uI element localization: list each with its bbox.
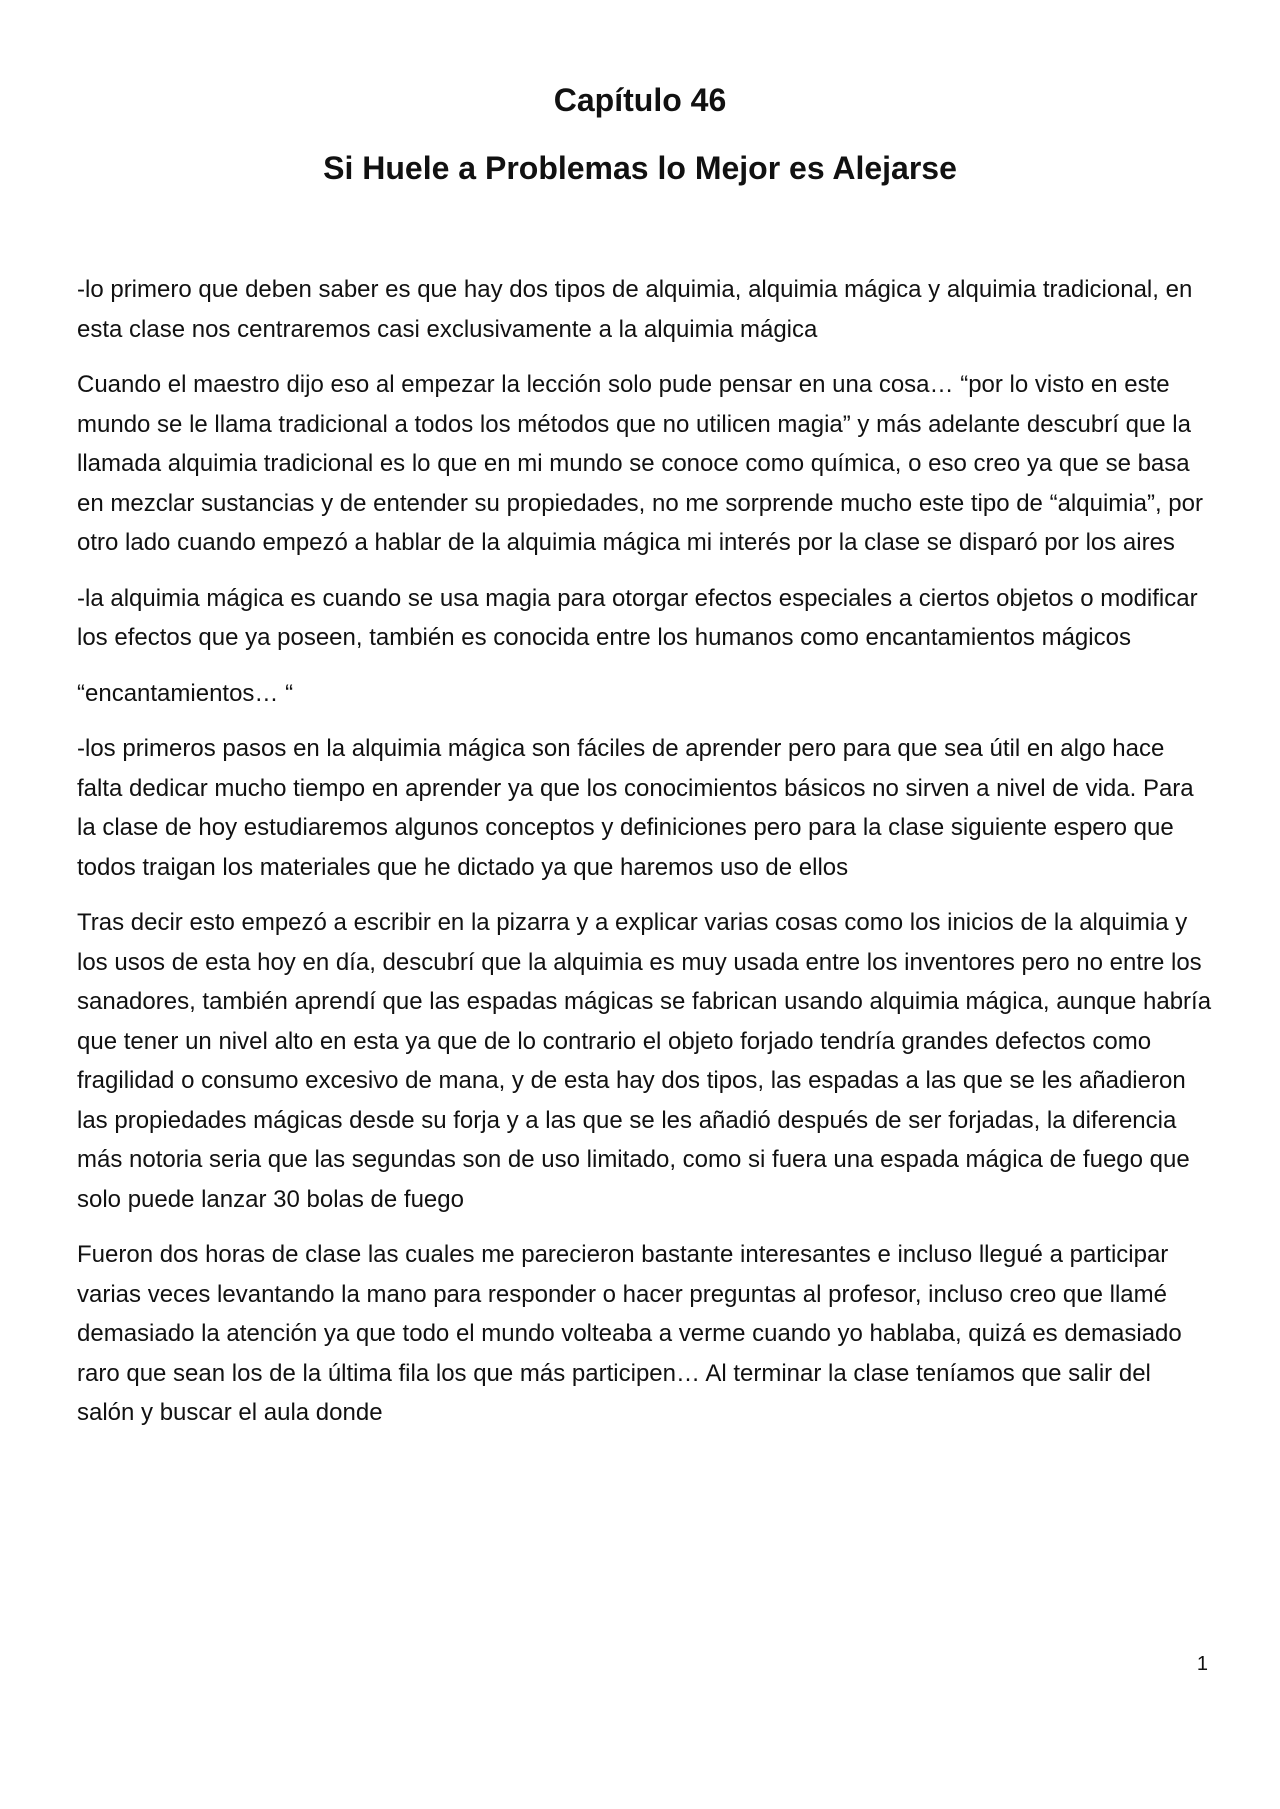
chapter-header xyxy=(0,78,1280,190)
chapter-title: Si Huele a Problemas lo Mejor es Alejarse xyxy=(323,150,957,186)
paragraph: -lo primero que deben saber es que hay dos tipos de alquimia, alquimia mágica y alquimia tradicional, en esta clase nos centraremos casi exclusivamente a la alquimia mágica xyxy=(77,276,1193,343)
paragraph: Tras decir esto empezó a escribir en la pizarra y a explicar varias cosas como los inicios de la alquimia y los usos de esta hoy en día, descubrí que la alquimia es muy usada entre los inventores pero no entre los sanadores, también aprendí que las espadas mágicas se fabrican usando alquimia mágica, aunque habría que tener un nivel alto en esta ya que de lo contrario el objeto forjado tendría grandes defectos como fragilidad o consumo excesivo de mana, y de esta hay dos tipos, las espadas a las que se les añadieron las propiedades mágicas desde su forja y a las que se les añadió después de ser forjadas, la diferencia más notoria seria que las segundas son de uso limitado, como si fuera una espada mágica de fuego que solo puede lanzar 30 bolas de fuego xyxy=(77,909,1212,1213)
paragraph: Cuando el maestro dijo eso al empezar la lección solo pude pensar en una cosa… “por lo visto en este mundo se le llama tradicional a todos los métodos que no utilicen magia” y más adelante descubrí que la llamada alquimia tradicional es lo que en mi mundo se conoce como química, o eso creo ya que se basa en mezclar sustancias y de entender su propiedades, no me sorprende mucho este tipo de “alquimia”, por otro lado cuando empezó a hablar de la alquimia mágica mi interés por la clase se disparó por los aires xyxy=(77,371,1203,556)
chapter-number: Capítulo 46 xyxy=(553,82,727,118)
paragraph: -la alquimia mágica es cuando se usa magia para otorgar efectos especiales a ciertos objetos o modificar los efectos que ya poseen, también es conocida entre los humanos como encantamientos mágicos xyxy=(77,584,1198,651)
paragraph: Fueron dos horas de clase las cuales me parecieron bastante interesantes e incluso llegué a participar varias veces levantando la mano para responder o hacer preguntas al profesor, incluso creo que llamé demasiado la atención ya que todo el mundo volteaba a verme cuando yo hablaba, quizá es demasiado raro que sean los de la última fila los que más participen… Al terminar la clase teníamos que salir del salón y buscar el aula donde xyxy=(77,1241,1182,1426)
page-number: 1 xyxy=(1196,1653,1208,1675)
paragraph: “encantamientos… “ xyxy=(77,679,294,707)
chapter-body xyxy=(77,270,1212,1449)
paragraph: -los primeros pasos en la alquimia mágica son fáciles de aprender pero para que sea útil en algo hace falta dedicar mucho tiempo en aprender ya que los conocimientos básicos no sirven a nivel de vida. Para la clase de hoy estudiaremos algunos conceptos y definiciones pero para la clase siguiente espero que todos traigan los materiales que he dictado ya que haremos uso de ellos xyxy=(77,735,1194,881)
